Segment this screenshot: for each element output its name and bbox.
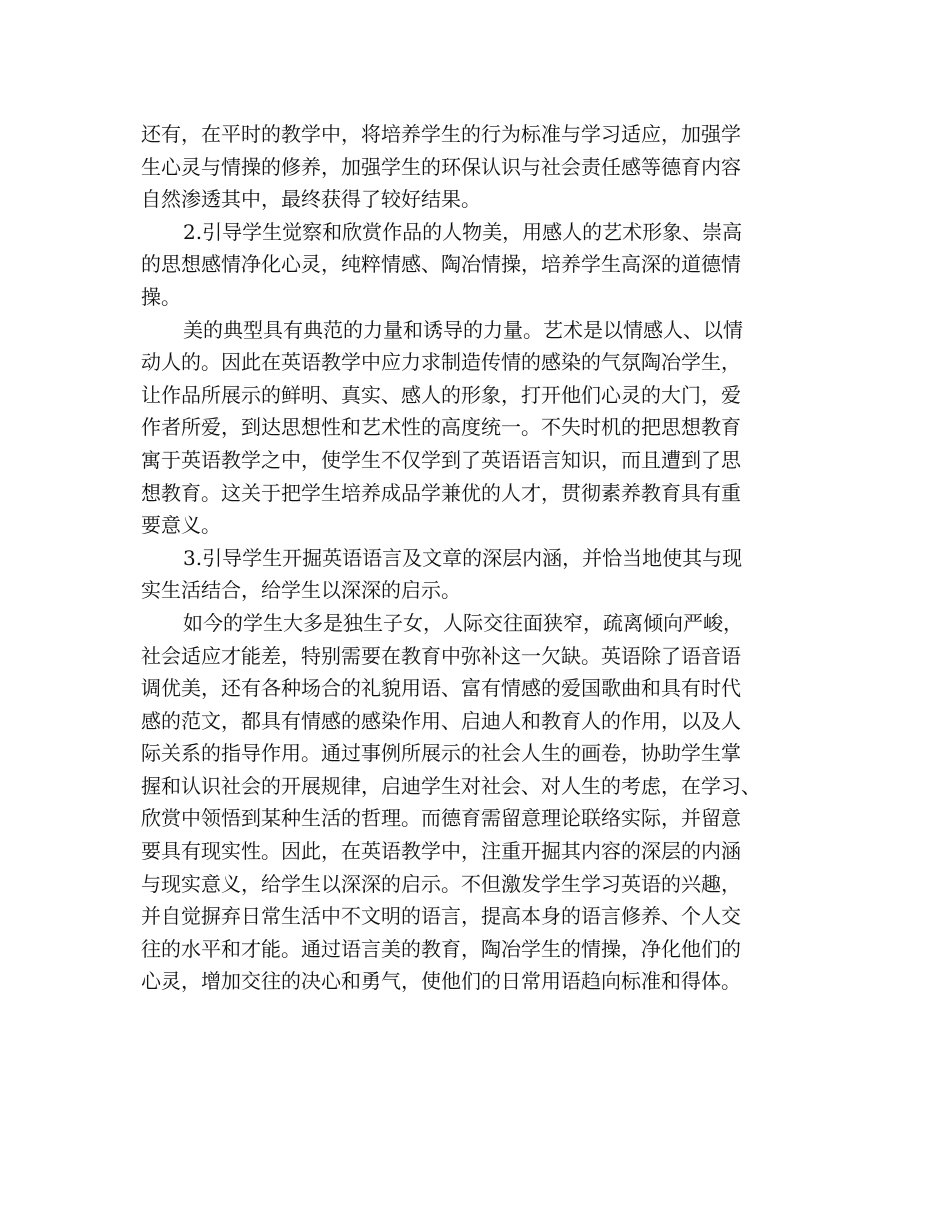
text-line: 与现实意义，给学生以深深的启示。不但激发学生学习英语的兴趣， xyxy=(141,871,741,896)
paragraph-p3 xyxy=(141,314,821,542)
text-line: 想教育。这关于把学生培养成品学兼优的人才，贯彻素养教育具有重 xyxy=(141,480,741,505)
text-line: 要具有现实性。因此，在英语教学中，注重开掘其内容的深层的内涵 xyxy=(141,839,741,864)
text-line: 感的范文，都具有情感的感染作用、启迪人和教育人的作用，以及人 xyxy=(141,708,741,733)
text-line: 作者所爱，到达思想性和艺术性的高度统一。不失时机的把思想教育 xyxy=(141,415,741,440)
document-body xyxy=(141,118,821,998)
paragraph-p1 xyxy=(141,118,821,216)
text-line: 让作品所展示的鲜明、真实、感人的形象，打开他们心灵的大门，爱 xyxy=(141,382,741,407)
text-line: 美的典型具有典范的力量和诱导的力量。艺术是以情感人、以情 xyxy=(183,317,743,342)
text-line: 社会适应才能差，特别需要在教育中弥补这一欠缺。英语除了语音语 xyxy=(141,643,741,668)
text-line: 欣赏中领悟到某种生活的哲理。而德育需留意理论联络实际，并留意 xyxy=(141,806,741,831)
text-line: 要意义。 xyxy=(141,513,221,538)
paragraph-p2 xyxy=(141,216,821,314)
text-line: 往的水平和才能。通过语言美的教育，陶冶学生的情操，净化他们的 xyxy=(141,936,741,961)
text-line: 实生活结合，给学生以深深的启示。 xyxy=(141,578,461,603)
text-line: 并自觉摒弃日常生活中不文明的语言，提高本身的语言修养、个人交 xyxy=(141,904,741,929)
text-line: 调优美，还有各种场合的礼貌用语、富有情感的爱国歌曲和具有时代 xyxy=(141,676,741,701)
text-line: 寓于英语教学之中，使学生不仅学到了英语语言知识，而且遭到了思 xyxy=(141,447,741,472)
paragraph-p4 xyxy=(141,542,821,607)
paragraph-p5 xyxy=(141,607,821,998)
text-line: 的思想感情净化心灵，纯粹情感、陶冶情操，培养学生高深的道德情 xyxy=(141,252,741,277)
text-line: 动人的。因此在英语教学中应力求制造传情的感染的气氛陶冶学生， xyxy=(141,350,741,375)
text-line: 心灵，增加交往的决心和勇气，使他们的日常用语趋向标准和得体。 xyxy=(141,969,741,994)
text-line: 还有，在平时的教学中，将培养学生的行为标准与学习适应，加强学 xyxy=(141,122,741,146)
text-line: 生心灵与情操的修养，加强学生的环保认识与社会责任感等德育内容 xyxy=(141,154,741,179)
text-line: 操。 xyxy=(141,284,181,309)
text-line: 2.引导学生觉察和欣赏作品的人物美，用感人的艺术形象、崇高 xyxy=(183,219,743,244)
text-line: 握和认识社会的开展规律，启迪学生对社会、对人生的考虑，在学习、 xyxy=(141,773,761,798)
text-line: 自然渗透其中，最终获得了较好结果。 xyxy=(141,187,481,212)
text-line: 3.引导学生开掘英语语言及文章的深层内涵，并恰当地使其与现 xyxy=(183,545,743,570)
text-line: 如今的学生大多是独生子女，人际交往面狭窄，疏离倾向严峻， xyxy=(183,610,743,635)
text-line: 际关系的指导作用。通过事例所展示的社会人生的画卷，协助学生掌 xyxy=(141,741,741,766)
